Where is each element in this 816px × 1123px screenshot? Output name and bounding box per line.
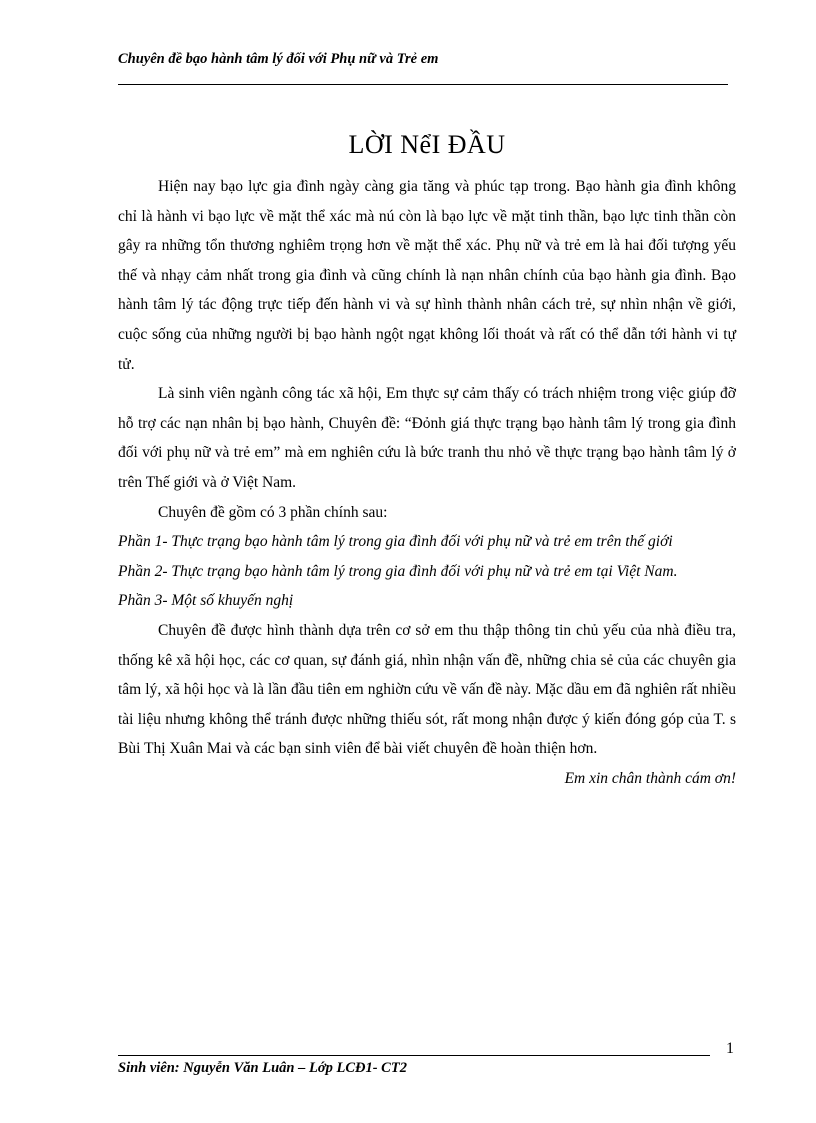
page-header: Chuyên đề bạo hành tâm lý đối với Phụ nữ và Trẻ em	[118, 51, 439, 67]
paragraph-intro: Hiện nay bạo lực gia đình ngày càng gia tăng và phúc tạp trong. Bạo hành gia đình không chỉ là hành vi bạo lực về mặt thể xác mà nú còn là bạo lực về mặt tinh thần, bạo lực tinh thần còn gây ra những tổn thương nghiêm trọng hơn về mặt thể xác. Phụ nữ và trẻ em là hai đối tượng yếu thế và nhạy cảm nhất trong gia đình và cũng chính là nạn nhân chính của bạo hành gia đình. Bạo hành tâm lý tác động trực tiếp đến hành vi và sự hình thành nhân cách trẻ, sự nhìn nhận về giới, cuộc sống của những người bị bạo hành ngột ngạt không lối thoát và rất có thể dẫn tới hành vi tự tử.	[118, 178, 736, 373]
footer-rule	[118, 1055, 710, 1056]
closing-line: Em xin chân thành cám ơn!	[564, 769, 736, 787]
document-title: LỜI NểI ĐẦU	[348, 130, 506, 159]
header-rule	[118, 84, 728, 85]
paragraph-motivation: Là sinh viên ngành công tác xã hội, Em thực sự cảm thấy có trách nhiệm trong việc giúp đỡ hỗ trợ các nạn nhân bị bạo hành, Chuyên đề: “Đỏnh giá thực trạng bạo hành tâm lý trong gia đình đối với phụ nữ và trẻ em” mà em nghiên cứu là bức tranh thu nhỏ về thực trạng bạo hành tâm lý ở trên Thế giới và ở Việt Nam.	[118, 385, 736, 491]
paragraph-structure: Chuyên đề gồm có 3 phần chính sau:	[158, 503, 388, 521]
part-item-2: Phần 2- Thực trạng bạo hành tâm lý trong gia đình đối với phụ nữ và trẻ em tại Việt Nam.	[118, 562, 678, 580]
document-body	[118, 172, 736, 793]
part-item-3: Phần 3- Một số khuyến nghị	[118, 592, 294, 610]
part-item-1: Phần 1- Thực trạng bạo hành tâm lý trong gia đình đối với phụ nữ và trẻ em trên thế giới	[118, 533, 673, 551]
page-footer: Sinh viên: Nguyễn Văn Luân – Lớp LCĐ1- CT2	[118, 1060, 407, 1076]
page-number: 1	[726, 1040, 734, 1057]
paragraph-conclusion: Chuyên đề được hình thành dựa trên cơ sở em thu thập thông tin chủ yếu của nhà điều tra, thống kê xã hội học, các cơ quan, sự đánh giá, nhìn nhận vấn đề, những chia sẻ của các chuyên gia tâm lý, xã hội học và là lần đầu tiên em nghiờn cứu về vấn đề này. Mặc dầu em đã nghiên rất nhiều tài liệu nhưng không thể tránh được những thiếu sót, rất mong nhận được ý kiến đóng góp của T. s Bùi Thị Xuân Mai và các bạn sinh viên để bài viết chuyên đề hoàn thiện hơn.	[118, 621, 736, 758]
